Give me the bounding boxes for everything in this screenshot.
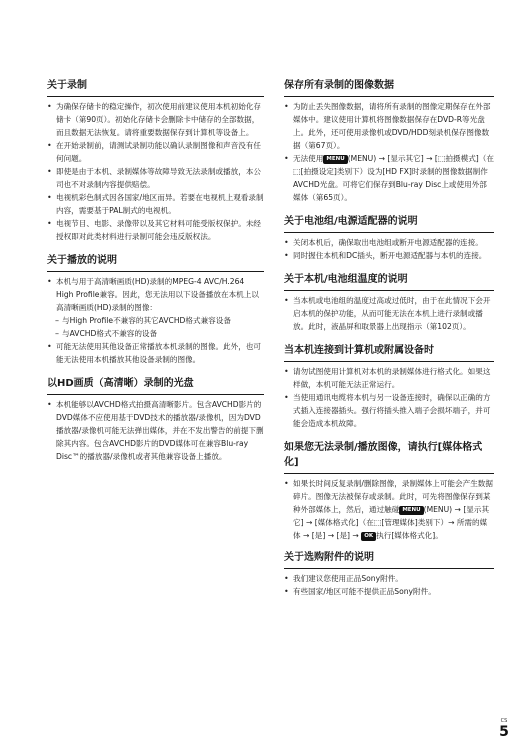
- bullet-list: [284, 236, 494, 262]
- bullet-item: • 我们建议您使用正品Sony附件。: [284, 572, 494, 585]
- page-number: 5: [499, 724, 509, 740]
- bullet-item: • 请勿试图使用计算机对本机的录制媒体进行格式化。如果这样做，本机可能无法正常运行。: [284, 365, 494, 391]
- bullet-item: • 为确保存储卡的稳定操作，初次使用前建议使用本机初始化存储卡（第90页）。初始化存储卡会删除卡中储存的全部数据，而且数据无法恢复。请将重要数据保存到计算机等设备上。: [47, 100, 264, 139]
- section-media-format: [284, 440, 494, 542]
- bullet-list: [47, 100, 264, 243]
- text-run: 拍摄模式]（在: [445, 154, 494, 163]
- bullet-list: [284, 365, 494, 430]
- bullet-item: • 本机能够以AVCHD格式拍摄高清晰影片。包含AVCHD影片的DVD媒体不应使用基于DVD技术的播放器/录像机，因为DVD播放器/录像机可能无法弹出媒体，并在不发出警告的前提下删除其内容。包含AVCHD影片的DVD媒体可在兼容Blu-ray Disc™的播放器/录像机或者其他兼容设备上播放。: [47, 398, 264, 463]
- menu-key-icon: MENU: [323, 155, 347, 164]
- section-hd-disc: [47, 376, 264, 463]
- section-save-data: [284, 78, 494, 204]
- bullet-item: • 关闭本机后，确保取出电池组或断开电源适配器的连接。: [284, 236, 494, 249]
- language-code: CS: [500, 718, 508, 724]
- section-computer-connection: [284, 343, 494, 430]
- text-run: 执行[媒体格式化]。: [376, 531, 443, 540]
- section-heading: 以HD画质（高清晰）录制的光盘: [47, 376, 264, 395]
- text-run: 无法使用: [293, 154, 324, 163]
- text-run: 如果长时间反复录制/删除图像，录制媒体上可能会产生数据碎片。图像无法被保存或录制。此时，可先将图像保存到某种外部媒体上，然后，通过触碰: [293, 479, 493, 514]
- section-heading: 关于本机/电池组温度的说明: [284, 272, 494, 291]
- section-heading: 关于电池组/电源适配器的说明: [284, 214, 494, 233]
- shooting-settings-icon: ⬚: [293, 167, 301, 176]
- section-heading: 关于播放的说明: [47, 253, 264, 272]
- bullet-list: [284, 100, 494, 204]
- ok-key-icon: OK: [361, 532, 376, 541]
- bullet-item: [284, 477, 494, 542]
- section-heading: 关于选购附件的说明: [284, 550, 494, 569]
- section-playback: [47, 253, 264, 366]
- menu-key-icon: MENU: [399, 506, 423, 515]
- page-footer: [493, 718, 515, 740]
- section-battery: [284, 214, 494, 262]
- manage-media-icon: ⬚: [373, 518, 382, 527]
- sub-item: – 与AVCHD格式不兼容的设备: [47, 327, 264, 340]
- text-run: [管理媒体]类别下）→ 所需的媒体 → [是] → [是] →: [293, 518, 488, 540]
- text-run: [拍摄设定]类别下）设为[HD FX]时录制的图像数据制作AVCHD光盘。可将它们保存到Blu-ray Disc上或使用外部媒体（第65页）。: [293, 167, 488, 202]
- right-column: [284, 78, 494, 608]
- section-heading: 如果您无法录制/播放图像，请执行[媒体格式化]: [284, 440, 494, 474]
- bullet-item: • 电视机彩色制式因各国家/地区而异。若要在电视机上观看录制内容，需要基于PAL制式的电视机。: [47, 191, 264, 217]
- bullet-list: [284, 294, 494, 333]
- bullet-item: • 即使是由于本机、录制媒体等故障导致无法录制或播放，本公司也不对录制内容提供赔偿。: [47, 165, 264, 191]
- text-run: (MENU) → [显示其它] → [媒体格式化]（在: [293, 505, 490, 527]
- bullet-item: • 有些国家/地区可能不提供正品Sony附件。: [284, 585, 494, 598]
- bullet-item: • 可能无法使用其他设备正常播放本机录制的图像。此外，也可能无法使用本机播放其他设备录制的图像。: [47, 340, 264, 366]
- bullet-list: [284, 477, 494, 542]
- sub-item: – 与High Profile不兼容的其它AVCHD格式兼容设备: [47, 314, 264, 327]
- section-heading: 关于录制: [47, 78, 264, 97]
- bullet-item: • 为防止丢失图像数据，请将所有录制的图像定期保存在外部媒体中。建议使用计算机将图像数据保存在DVD-R等光盘上。此外，还可使用录像机或DVD/HDD刻录机保存图像数据（第67页）。: [284, 100, 494, 152]
- left-column: [47, 78, 264, 473]
- section-temperature: [284, 272, 494, 333]
- shooting-mode-icon: ⬚: [437, 154, 446, 163]
- bullet-item: • 同时握住本机和DC插头，断开电源适配器与本机的连接。: [284, 249, 494, 262]
- section-recording: [47, 78, 264, 243]
- bullet-item: [284, 152, 494, 204]
- bullet-item: • 电视节目、电影、录像带以及其它材料可能受版权保护。未经授权即对此类材料进行录制可能会违反版权法。: [47, 217, 264, 243]
- section-accessories: [284, 550, 494, 598]
- bullet-list: [47, 398, 264, 463]
- bullet-item: • 本机与用于高清晰画质(HD)录制的MPEG-4 AVC/H.264 High Profile兼容。因此，您无法用以下设备播放在本机上以高清晰画质(HD)录制的图像：: [47, 275, 264, 314]
- bullet-item: • 在开始录制前，请测试录制功能以确认录制图像和声音没有任何问题。: [47, 139, 264, 165]
- section-heading: 当本机连接到计算机或附属设备时: [284, 343, 494, 362]
- text-run: (MENU) → [显示其它] → [: [347, 154, 438, 163]
- section-heading: 保存所有录制的图像数据: [284, 78, 494, 97]
- bullet-item: • 当本机或电池组的温度过高或过低时，由于在此情况下会开启本机的保护功能，从而可能无法在本机上进行录制或播放。此时，液晶屏和取景器上出现指示（第102页）。: [284, 294, 494, 333]
- bullet-list: [47, 275, 264, 366]
- bullet-item: • 当使用通讯电缆将本机与另一设备连接时，确保以正确的方式插入连接器插头。强行将插头推入端子会损坏端子，并可能会造成本机故障。: [284, 391, 494, 430]
- bullet-list: [284, 572, 494, 598]
